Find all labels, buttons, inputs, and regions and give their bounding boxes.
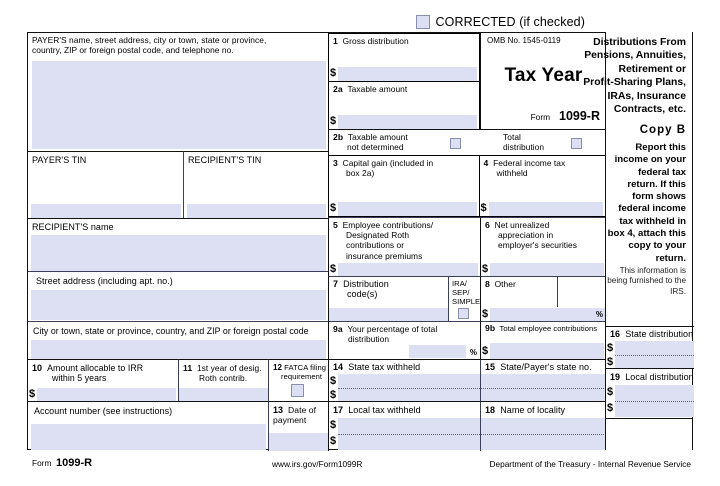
box-4-federal-income-tax-withheld bbox=[479, 155, 607, 217]
box-8-percent-sign: % bbox=[595, 310, 603, 319]
payer-info-label-line2: country, ZIP or foreign postal code, and telephone no. bbox=[32, 45, 234, 56]
box-4-label-line1 bbox=[480, 156, 606, 168]
box-3-currency: $ bbox=[330, 202, 337, 214]
box-15-number: 15 bbox=[485, 362, 496, 372]
recipient-tin-input[interactable] bbox=[187, 204, 326, 218]
box-12-fatca-filing-requirement bbox=[268, 359, 328, 401]
box-9a-number: 9a bbox=[333, 324, 343, 334]
box-16-label bbox=[606, 327, 694, 339]
box-12-number: 12 bbox=[273, 363, 282, 372]
box-5-label-line2: Designated Roth bbox=[346, 230, 410, 241]
box-14-number: 14 bbox=[333, 362, 344, 372]
box-12-text1: FATCA filing bbox=[284, 363, 326, 372]
box-17-number: 17 bbox=[333, 405, 344, 415]
box-18-input-1[interactable] bbox=[483, 418, 606, 434]
masthead-line-3: Retirement or bbox=[618, 63, 686, 75]
box-5-label-line1 bbox=[329, 218, 480, 230]
box-16-input-1[interactable] bbox=[615, 341, 694, 355]
box-3-number: 3 bbox=[333, 158, 338, 168]
box-16-currency-1: $ bbox=[607, 342, 614, 354]
box-2b-checkbox[interactable] bbox=[450, 138, 461, 149]
box-12-label-line2: requirement bbox=[281, 372, 323, 382]
box-18-label bbox=[481, 402, 606, 415]
box-12-checkbox[interactable] bbox=[291, 384, 304, 397]
box-2b-taxable-not-determined bbox=[329, 130, 467, 155]
box-10-amount-allocable-to-irr bbox=[28, 359, 178, 401]
box-15-label bbox=[481, 360, 606, 372]
box-3-input[interactable] bbox=[338, 202, 477, 216]
box-18-number: 18 bbox=[485, 405, 496, 415]
box-15-input-1[interactable] bbox=[483, 374, 606, 388]
box-7-label-line1 bbox=[329, 277, 448, 289]
street-address-input[interactable] bbox=[31, 290, 326, 320]
total-distribution-label-line1: Total bbox=[503, 132, 521, 142]
ira-label-line1: IRA/ bbox=[452, 279, 467, 288]
payer-info-input[interactable] bbox=[32, 61, 326, 149]
box-19-local-distribution bbox=[606, 368, 694, 418]
ira-sep-simple-checkbox[interactable] bbox=[458, 308, 469, 319]
box-13-label-line2: payment bbox=[273, 415, 307, 426]
box-6-number: 6 bbox=[485, 220, 490, 230]
box-9a-label-line1 bbox=[329, 322, 480, 334]
box-11-label-line1 bbox=[179, 360, 268, 373]
box-15-input-2[interactable] bbox=[483, 388, 606, 401]
box-14-currency-2: $ bbox=[330, 389, 337, 401]
account-number-input[interactable] bbox=[31, 424, 266, 450]
box-6-input[interactable] bbox=[490, 263, 604, 276]
footer-form-id bbox=[32, 457, 92, 469]
box-2a-label bbox=[329, 82, 479, 94]
ira-label-line2: SEP/ bbox=[452, 288, 470, 298]
box-7-label-line2: code(s) bbox=[347, 289, 378, 300]
box-16-state-distribution bbox=[606, 326, 694, 368]
box-19-currency-2: $ bbox=[607, 402, 614, 414]
box-10-label-line2: within 5 years bbox=[52, 373, 107, 384]
box-13-number: 13 bbox=[273, 405, 284, 415]
box-9a-percent-sign: % bbox=[469, 348, 477, 357]
recipient-tin-cell bbox=[183, 151, 328, 218]
box-2a-text: Taxable amount bbox=[347, 83, 408, 94]
box-17-text: Local tax withheld bbox=[348, 405, 421, 415]
box-6-currency: $ bbox=[482, 263, 489, 275]
form-number-label: 1099-R bbox=[559, 109, 600, 123]
masthead-line-5: IRAs, Insurance bbox=[607, 90, 686, 102]
form-body bbox=[27, 32, 693, 450]
box-10-label-line1 bbox=[28, 360, 178, 373]
box-7-ira-sep-simple bbox=[448, 276, 480, 321]
form-masthead bbox=[568, 36, 686, 116]
box-5-label-line3: contributions or bbox=[346, 240, 405, 251]
box-8-input[interactable] bbox=[490, 308, 606, 321]
box-8-number: 8 bbox=[485, 279, 490, 289]
box-7-distribution-code bbox=[328, 276, 448, 321]
footer-website[interactable]: www.irs.gov/Form1099R bbox=[272, 459, 363, 469]
recipient-name-label: RECIPIENT'S name bbox=[32, 222, 114, 232]
payer-tin-input[interactable] bbox=[31, 204, 181, 218]
recipient-name-cell bbox=[28, 218, 328, 271]
recipient-tin-label: RECIPIENT'S TIN bbox=[188, 155, 262, 165]
box-17-currency-1: $ bbox=[330, 419, 337, 431]
payer-tin-cell bbox=[28, 151, 183, 218]
box-3-text1: Capital gain (included in bbox=[342, 158, 434, 168]
box-15-text: State/Payer's state no. bbox=[500, 362, 592, 372]
box-14-currency-1: $ bbox=[330, 375, 337, 387]
box-10-input[interactable] bbox=[37, 388, 176, 401]
box-3-capital-gain bbox=[328, 155, 480, 217]
box-9b-number: 9b bbox=[485, 323, 496, 333]
box-3-label-line2: box 2a) bbox=[346, 168, 375, 179]
copy-b-instructions: Report this income on your federal tax return. If this form shows federal income tax withheld in box 4, attach this copy to your return. bbox=[607, 142, 686, 264]
account-number-label: Account number (see instructions) bbox=[34, 406, 173, 416]
box-7-input[interactable] bbox=[329, 308, 448, 321]
total-distribution-label-line2: distribution bbox=[503, 142, 545, 153]
box-4-number: 4 bbox=[483, 158, 489, 168]
copy-b-column bbox=[583, 32, 694, 450]
box-11-number: 11 bbox=[183, 363, 193, 373]
box-8-other bbox=[480, 276, 606, 321]
footer-form-number: 1099-R bbox=[55, 457, 93, 469]
box-2b-row bbox=[328, 129, 606, 155]
box-2b-number: 2b bbox=[333, 132, 344, 142]
box-7-number: 7 bbox=[333, 279, 339, 289]
box-6-text1: Net unrealized bbox=[494, 220, 550, 230]
box-4-currency: $ bbox=[480, 202, 487, 214]
box-18-name-of-locality bbox=[480, 401, 606, 451]
city-state-zip-cell bbox=[28, 321, 328, 359]
box-6-label-line1 bbox=[481, 218, 606, 230]
box-13-date-of-payment bbox=[268, 401, 328, 451]
box-17-input-2[interactable] bbox=[338, 434, 480, 450]
corrected-label: CORRECTED (if checked) bbox=[435, 15, 585, 29]
box-8-text: Other bbox=[494, 279, 516, 289]
box-9a-text1: Your percentage of total bbox=[347, 324, 438, 334]
street-address-label: Street address (including apt. no.) bbox=[36, 276, 173, 286]
box-1-label bbox=[329, 34, 479, 46]
box-19-label bbox=[606, 369, 694, 382]
box-2b-label-line1 bbox=[329, 130, 467, 142]
box-16-input-2[interactable] bbox=[615, 355, 694, 368]
box-18-input-2[interactable] bbox=[483, 434, 606, 450]
box-5-employee-contributions bbox=[328, 217, 480, 276]
box-1-number: 1 bbox=[333, 36, 338, 46]
box-1-text: Gross distribution bbox=[342, 36, 409, 46]
box-9b-currency: $ bbox=[482, 345, 489, 357]
box-5-currency: $ bbox=[330, 263, 337, 275]
corrected-header bbox=[0, 14, 585, 30]
box-8-label bbox=[481, 277, 606, 289]
box-17-label bbox=[329, 402, 480, 415]
masthead-line-1: Distributions From bbox=[593, 37, 686, 48]
box-6-label-line3: employer's securities bbox=[498, 240, 577, 251]
box-9a-label-line2: distribution bbox=[348, 334, 390, 345]
form-grid bbox=[27, 32, 605, 450]
masthead-line-6: Contracts, etc. bbox=[613, 104, 686, 116]
box-5-label-line4: insurance premiums bbox=[346, 250, 423, 261]
box-16-text: State distribution bbox=[625, 329, 694, 339]
box-14-label bbox=[329, 360, 480, 372]
tax-year-label: Tax Year bbox=[504, 65, 583, 86]
box-11-label-line2: Roth contrib. bbox=[199, 373, 248, 384]
box-19-currency-1: $ bbox=[607, 386, 614, 398]
box-6-net-unrealized-appreciation bbox=[480, 217, 606, 276]
box-1-currency: $ bbox=[330, 67, 337, 79]
box-5-number: 5 bbox=[333, 220, 338, 230]
box-2a-input[interactable] bbox=[338, 115, 477, 129]
box-4-label-line2: withheld bbox=[496, 168, 528, 179]
box-1-gross-distribution bbox=[328, 33, 480, 82]
box-13-input[interactable] bbox=[269, 433, 328, 451]
omb-number: OMB No. 1545-0119 bbox=[487, 36, 561, 45]
box-6-label-line2: appreciation in bbox=[498, 230, 554, 241]
box-12-label-line1 bbox=[269, 360, 328, 372]
box-9b-input[interactable] bbox=[490, 343, 604, 359]
box-9b-label bbox=[481, 322, 606, 333]
payer-tin-label: PAYER'S TIN bbox=[32, 155, 87, 165]
box-3-label-line1 bbox=[329, 156, 479, 168]
box-14-input-2[interactable] bbox=[338, 388, 480, 401]
copy-b-bottom-border bbox=[606, 418, 692, 419]
box-10-currency: $ bbox=[29, 388, 36, 400]
box-2a-number: 2a bbox=[333, 83, 343, 94]
box-4-input[interactable] bbox=[489, 202, 604, 216]
account-number-cell bbox=[28, 401, 268, 451]
box-19-text: Local distribution bbox=[625, 372, 694, 382]
box-9a-input[interactable] bbox=[409, 345, 466, 358]
form-prefix-label: Form bbox=[530, 112, 551, 122]
box-9b-text: Total employee contributions bbox=[499, 324, 598, 333]
corrected-checkbox[interactable] bbox=[416, 15, 430, 29]
box-9b-total-employee-contributions bbox=[480, 321, 606, 359]
box-13-text1: Date of bbox=[288, 405, 317, 415]
city-state-zip-label: City or town, state or province, country, and ZIP or foreign postal code bbox=[33, 326, 309, 336]
box-15-state-payers-state-no bbox=[480, 359, 606, 401]
box-9a-percentage-of-total-distribution bbox=[328, 321, 480, 359]
box-19-input-1[interactable] bbox=[615, 385, 694, 401]
box-5-input[interactable] bbox=[338, 263, 478, 276]
footer-department: Department of the Treasury - Internal Revenue Service bbox=[489, 459, 691, 469]
city-state-zip-input[interactable] bbox=[31, 340, 326, 359]
box-5-text1: Employee contributions/ bbox=[342, 220, 434, 230]
form-footer bbox=[27, 455, 693, 473]
total-distribution-checkbox[interactable] bbox=[571, 138, 582, 149]
box-14-input-1[interactable] bbox=[338, 374, 480, 388]
box-17-input-1[interactable] bbox=[338, 418, 480, 434]
recipient-name-input[interactable] bbox=[31, 235, 326, 271]
box-8-currency: $ bbox=[482, 308, 489, 320]
box-16-currency-2: $ bbox=[607, 356, 614, 368]
box-18-text: Name of locality bbox=[500, 405, 566, 415]
box-14-state-tax-withheld bbox=[328, 359, 480, 401]
box-19-input-2[interactable] bbox=[615, 401, 694, 417]
box-10-number: 10 bbox=[32, 363, 43, 373]
box-14-text: State tax withheld bbox=[348, 362, 421, 372]
box-17-currency-2: $ bbox=[330, 435, 337, 447]
ira-label-line3: SIMPLE bbox=[452, 297, 480, 307]
copy-b-irs-note: This information is being furnished to the IRS. bbox=[607, 266, 686, 296]
copy-b-title: Copy B bbox=[639, 124, 686, 136]
street-address-cell bbox=[28, 271, 328, 321]
box-13-label-line1 bbox=[269, 402, 328, 415]
box-11-text1: 1st year of desig. bbox=[196, 363, 262, 373]
box-10-text1: Amount allocable to IRR bbox=[47, 363, 144, 373]
box-19-number: 19 bbox=[610, 372, 621, 382]
box-16-number: 16 bbox=[610, 329, 621, 339]
box-7-text1: Distribution bbox=[343, 279, 389, 289]
footer-form-prefix: Form bbox=[32, 458, 52, 468]
box-11-input[interactable] bbox=[179, 388, 268, 401]
box-17-local-tax-withheld bbox=[328, 401, 480, 451]
box-4-text1: Federal income tax bbox=[493, 158, 566, 168]
payer-info-cell bbox=[28, 33, 328, 151]
masthead-line-4: Profit-Sharing Plans, bbox=[583, 77, 686, 89]
box-2a-currency: $ bbox=[330, 114, 337, 127]
box-2b-text1: Taxable amount bbox=[347, 132, 408, 142]
masthead-line-2: Pensions, Annuities, bbox=[584, 50, 686, 62]
box-11-first-year-desig-roth bbox=[178, 359, 268, 401]
payer-info-label-line1: PAYER'S name, street address, city or town, state or province, bbox=[32, 35, 267, 45]
box-2b-label-line2: not determined bbox=[347, 142, 404, 153]
box-8-divider bbox=[557, 277, 558, 307]
box-2b-total-distribution bbox=[467, 130, 606, 155]
box-1-input[interactable] bbox=[338, 67, 477, 81]
box-2a-taxable-amount bbox=[328, 81, 480, 130]
